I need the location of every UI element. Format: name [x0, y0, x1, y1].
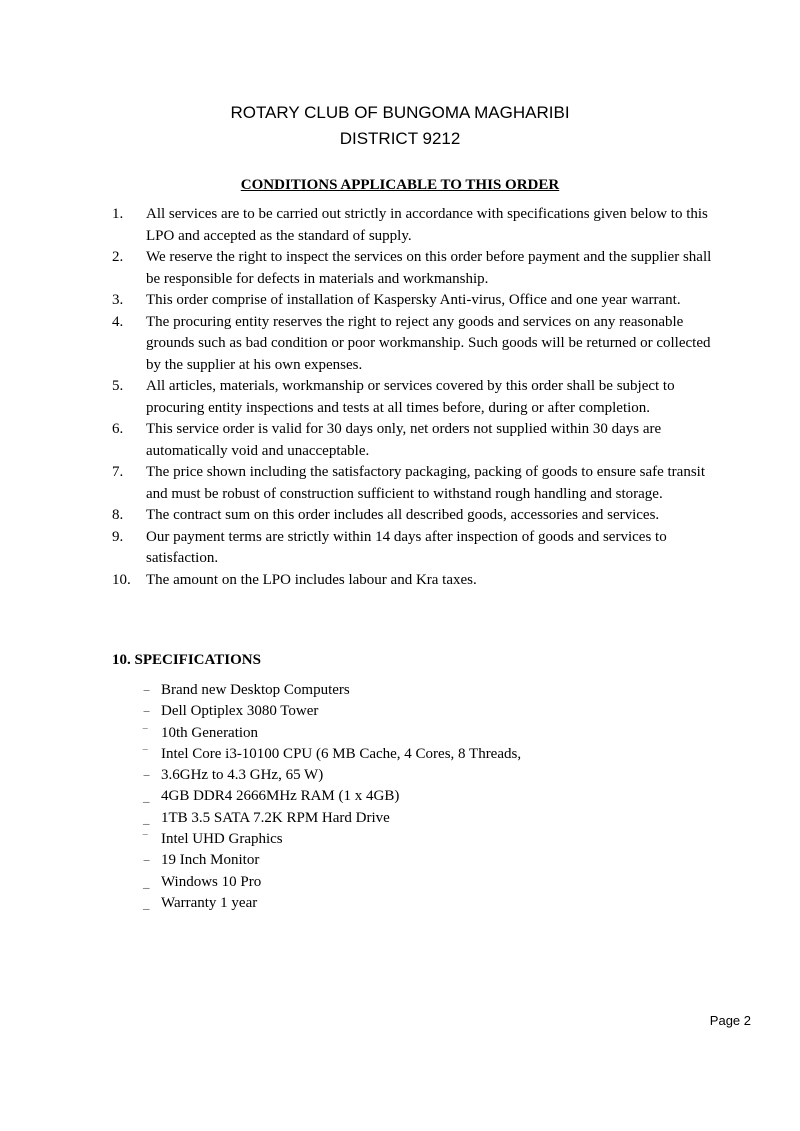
- spec-item: [143, 680, 521, 701]
- condition-item: [112, 527, 712, 570]
- spec-text: 4GB DDR4 2666MHz RAM (1 x 4GB): [161, 788, 400, 805]
- bullet-icon: −: [143, 768, 151, 784]
- spec-text: 1TB 3.5 SATA 7.2K RPM Hard Drive: [161, 809, 390, 826]
- condition-item: [112, 419, 712, 462]
- condition-text: All articles, materials, workmanship or services covered by this order shall be subject to procuring entity inspections and tests at all times before, during or after completion.: [146, 378, 675, 416]
- condition-text: Our payment terms are strictly within 14 days after inspection of goods and services to satisfaction.: [146, 528, 667, 566]
- condition-item: [112, 462, 712, 505]
- bullet-icon: _: [143, 874, 150, 890]
- condition-number: 8.: [112, 507, 124, 523]
- district-name: DISTRICT 9212: [339, 129, 461, 148]
- specifications-list: [143, 680, 521, 914]
- spec-text: Intel UHD Graphics: [161, 831, 283, 848]
- spec-item: [143, 829, 521, 850]
- condition-item: [112, 376, 712, 419]
- bullet-icon: −: [143, 704, 151, 720]
- condition-number: 7.: [112, 464, 124, 480]
- spec-text: 10th Generation: [161, 724, 259, 741]
- condition-text: The amount on the LPO includes labour and Kra taxes.: [146, 571, 477, 588]
- bullet-icon: ‾: [143, 725, 148, 741]
- condition-item: [112, 570, 712, 592]
- bullet-icon: _: [143, 789, 150, 805]
- spec-item: [143, 723, 521, 744]
- page-number: Page 2: [709, 1013, 751, 1028]
- condition-item: [112, 505, 712, 527]
- condition-text: The contract sum on this order includes all described goods, accessories and services.: [146, 507, 660, 523]
- condition-number: 6.: [112, 421, 124, 437]
- bullet-icon: −: [143, 683, 151, 698]
- condition-text: This service order is valid for 30 days only, net orders not supplied within 30 days are automatically void and unacceptable.: [146, 421, 662, 459]
- bullet-icon: _: [143, 895, 150, 911]
- spec-text: Dell Optiplex 3080 Tower: [161, 703, 319, 720]
- spec-text: 3.6GHz to 4.3 GHz, 65 W): [161, 767, 324, 784]
- spec-text: Brand new Desktop Computers: [161, 682, 350, 698]
- spec-text: Warranty 1 year: [161, 894, 258, 911]
- condition-text: This order comprise of installation of Kaspersky Anti-virus, Office and one year warrant.: [146, 292, 681, 308]
- spec-item: [143, 808, 521, 829]
- condition-number: 1.: [112, 206, 124, 222]
- bullet-icon: ‾: [143, 746, 148, 762]
- condition-text: We reserve the right to inspect the services on this order before payment and the supplier shall be responsible for defects in materials and workmanship.: [146, 249, 712, 287]
- condition-number: 3.: [112, 292, 124, 308]
- specifications-heading: 10. SPECIFICATIONS: [112, 652, 261, 668]
- spec-text: Intel Core i3-10100 CPU (6 MB Cache, 4 Cores, 8 Threads,: [161, 745, 522, 762]
- bullet-icon: −: [143, 853, 151, 869]
- spec-text: Windows 10 Pro: [161, 873, 262, 890]
- spec-item: [143, 701, 521, 722]
- spec-item: [143, 872, 521, 893]
- condition-number: 4.: [112, 313, 124, 330]
- condition-number: 5.: [112, 378, 124, 394]
- condition-item: [112, 247, 712, 290]
- condition-text: All services are to be carried out strictly in accordance with specifications given below to this LPO and accepted as the standard of supply.: [146, 206, 708, 244]
- condition-text: The procuring entity reserves the right to reject any goods and services on any reasonable grounds such as bad condition or poor workmanship. Such goods will be returned or collected by the supplier at his own expenses.: [146, 313, 711, 373]
- conditions-list: [112, 204, 712, 591]
- condition-number: 9.: [112, 528, 124, 545]
- spec-text: 19 Inch Monitor: [161, 852, 260, 869]
- bullet-icon: ‾: [143, 832, 148, 848]
- spec-item: [143, 893, 521, 914]
- organization-name: ROTARY CLUB OF BUNGOMA MAGHARIBI: [230, 103, 570, 122]
- condition-number: 10.: [112, 571, 131, 588]
- condition-text: The price shown including the satisfactory packaging, packing of goods to ensure safe transit and must be robust of construction sufficient to withstand rough handling and storage.: [146, 464, 706, 502]
- spec-item: [143, 765, 521, 786]
- bullet-icon: _: [143, 810, 150, 826]
- spec-item: [143, 786, 521, 807]
- condition-item: [112, 290, 712, 312]
- spec-item: [143, 850, 521, 871]
- condition-item: [112, 204, 712, 247]
- condition-item: [112, 312, 712, 377]
- conditions-title: CONDITIONS APPLICABLE TO THIS ORDER: [240, 177, 560, 193]
- spec-item: [143, 744, 521, 765]
- document-header: [0, 100, 800, 152]
- condition-number: 2.: [112, 249, 124, 265]
